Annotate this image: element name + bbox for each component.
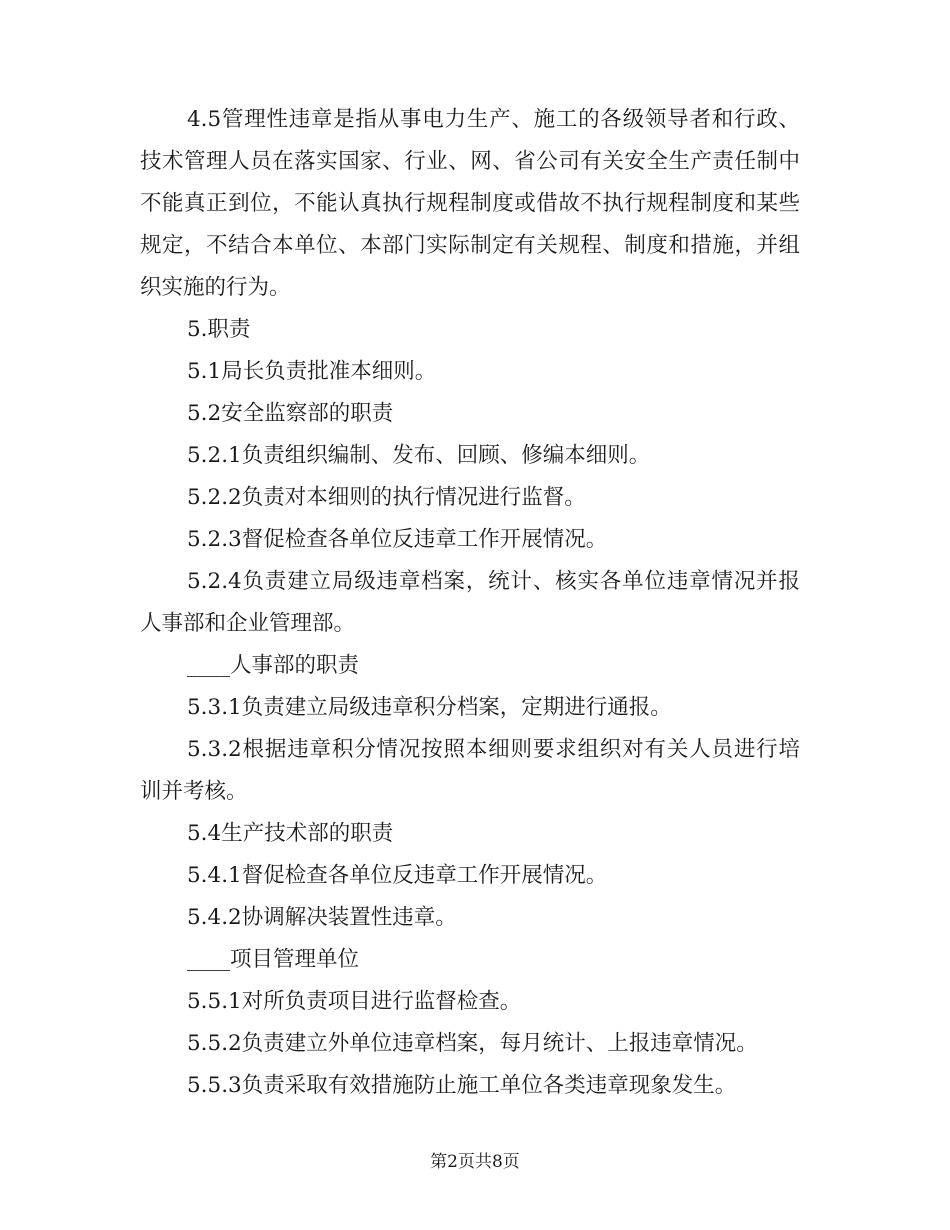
paragraph-5-3-1: 5.3.1负责建立局级违章积分档案，定期进行通报。 [187, 695, 672, 720]
paragraph-5-2-4: 5.2.4负责建立局级违章档案，统计、核实各单位违章情况并报人事部和企业管理部。 [140, 569, 800, 636]
paragraph-5-2-3: 5.2.3督促检查各单位反违章工作开展情况。 [187, 527, 608, 552]
document-body [140, 99, 800, 1107]
paragraph-5-3: ____人事部的职责 [187, 653, 360, 678]
paragraph-5-5-1: 5.5.1对所负责项目进行监督检查。 [187, 989, 522, 1014]
paragraph-5-3-2: 5.3.2根据违章积分情况按照本细则要求组织对有关人员进行培训并考核。 [140, 737, 800, 804]
paragraph-5-heading: 5.职责 [187, 317, 251, 342]
paragraph-5-5-3: 5.5.3负责采取有效措施防止施工单位各类违章现象发生。 [187, 1073, 737, 1098]
paragraph-4-5: 4.5管理性违章是指从事电力生产、施工的各级领导者和行政、技术管理人员在落实国家、行业、网、省公司有关安全生产责任制中不能真正到位，不能认真执行规程制度或借故不执行规程制度和某些规定，不结合本单位、本部门实际制定有关规程、制度和措施，并组织实施的行为。 [140, 107, 800, 300]
paragraph-5-2-2: 5.2.2负责对本细则的执行情况进行监督。 [187, 485, 586, 510]
paragraph-5-5-2: 5.5.2负责建立外单位违章档案，每月统计、上报违章情况。 [187, 1031, 758, 1056]
paragraph-5-1: 5.1局长负责批准本细则。 [187, 359, 437, 384]
page-number-footer: 第2页共8页 [430, 1152, 520, 1172]
paragraph-5-5: ____项目管理单位 [187, 947, 360, 972]
paragraph-5-4: 5.4生产技术部的职责 [187, 821, 394, 846]
paragraph-5-2-1: 5.2.1负责组织编制、发布、回顾、修编本细则。 [187, 443, 651, 468]
paragraph-5-4-2: 5.4.2协调解决装置性违章。 [187, 905, 457, 930]
paragraph-5-2: 5.2安全监察部的职责 [187, 401, 394, 426]
paragraph-5-4-1: 5.4.1督促检查各单位反违章工作开展情况。 [187, 863, 608, 888]
